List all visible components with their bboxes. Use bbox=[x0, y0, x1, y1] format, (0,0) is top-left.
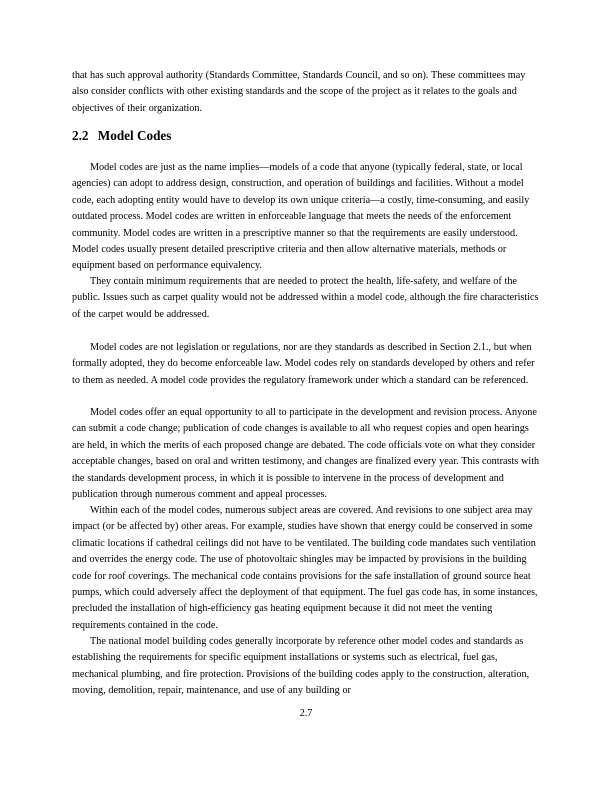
page-number: 2.7 bbox=[299, 708, 313, 719]
paragraph-equal-opportunity: Model codes offer an equal opportunity to all to participate in the development and revision process. Anyone can submit a code change; publication of code changes is available to all who request copies and open hearings are held, in which the merits of each proposed change are debated. The code officials vote on what they consider acceptable changes, based on oral and written testimony, and changes are finalized every year. This contrasts with the standards development process, in which it is possible to intervene in the process of development and publication through numerous comment and appeal processes. bbox=[72, 407, 540, 501]
paragraph-national-building-codes: The national model building codes generally incorporate by reference other model codes and standards as establishing the requirements for specific equipment installations or systems such as electrical, fuel gas, mechanical plumbing, and fire protection. Provisions of the building codes apply to the construction, alteration, moving, demolition, repair, maintenance, and use of any building or bbox=[72, 636, 530, 697]
paragraph-not-legislation: Model codes are not legislation or regulations, nor are they standards as described in Section 2.1., but when formally adopted, they do become enforceable law. Model codes rely on standards developed by others and refer to them as needed. A model code provides the regulatory framework under which a standard can be referenced. bbox=[72, 342, 535, 386]
intro-paragraph: that has such approval authority (Standards Committee, Standards Council, and so on). These committees may also consider conflicts with other existing standards and the scope of the project as it relates to the goals and objectives of their organization. bbox=[72, 70, 526, 114]
paragraph-model-codes-definition: Model codes are just as the name implies—models of a code that anyone (typically federal, state, or local agencies) can adopt to address design, construction, and operation of buildings and facilities. Without a model code, each adopting entity would have to develop its own unique criteria—a costly, time-consuming, and easily outdated process. Model codes are written in enforceable language that meets the needs of the enforcement community. Model codes are written in a prescriptive manner so that the requirements are easily understood. Model codes usually present detailed prescriptive criteria and then allow alternative materials, methods or equipment based on performance equivalency. bbox=[72, 162, 530, 272]
section-number: 2.2 bbox=[72, 128, 89, 143]
paragraph-subject-areas: Within each of the model codes, numerous subject areas are covered. And revisions to one subject area may impact (or be affected by) other areas. For example, studies have shown that energy could be conserved in some climatic locations if cathedral ceilings did not have to be ventilated. The building code mandates such ventilation and overrides the energy code. The use of photovoltaic shingles may be impacted by provisions in the building code for roof coverings. The mechanical code contains provisions for the safe installation of ground source heat pumps, which could adversely affect the deployment of that equipment. The fuel gas code has, in some instances, precluded the installation of high-efficiency gas heating equipment because it did not meet the venting requirements contained in the code. bbox=[72, 505, 538, 631]
section-heading bbox=[72, 127, 171, 145]
paragraph-minimum-requirements: They contain minimum requirements that are needed to protect the health, life-safety, and welfare of the public. Issues such as carpet quality would not be addressed within a model code, although the fire characteristics of the carpet would be addressed. bbox=[72, 276, 539, 320]
section-title: Model Codes bbox=[97, 128, 172, 143]
